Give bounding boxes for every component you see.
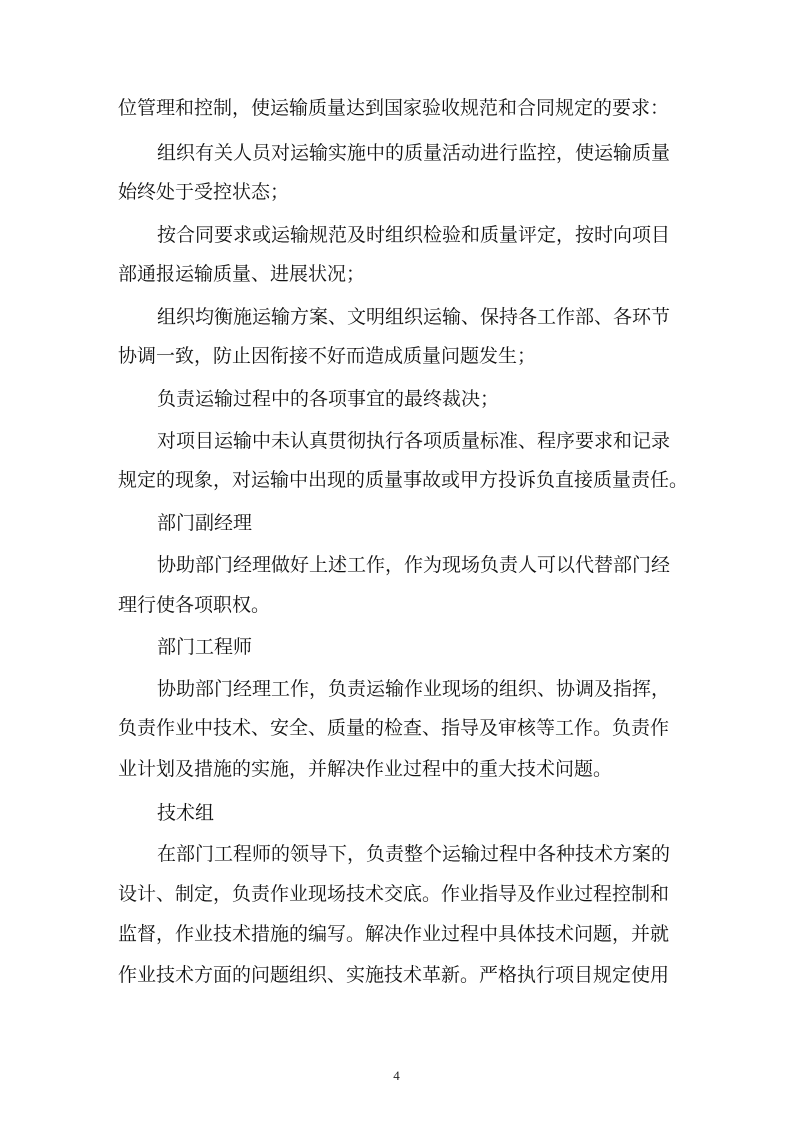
paragraph-line: 始终处于受控状态；: [118, 181, 290, 203]
paragraph-line: 组织均衡施运输方案、文明组织运输、保持各工作部、各环节: [157, 306, 671, 328]
paragraph-line: 协调一致，防止因衔接不好而造成质量问题发生；: [118, 345, 537, 367]
paragraph-line: 协助部门经理做好上述工作，作为现场负责人可以代替部门经: [157, 554, 671, 576]
page-number: 4: [393, 1068, 400, 1083]
paragraph-line: 业计划及措施的实施，并解决作业过程中的重大技术问题。: [118, 758, 613, 780]
section-heading: 部门工程师: [157, 636, 253, 658]
paragraph-line: 监督，作业技术措施的编写。解决作业过程中具体技术问题，并就: [118, 923, 670, 945]
paragraph-line: 负责运输过程中的各项事宜的最终裁决；: [157, 388, 500, 410]
paragraph-line: 部通报运输质量、进展状况；: [118, 263, 366, 285]
paragraph-line: 组织有关人员对运输实施中的质量活动进行监控，使运输质量: [157, 142, 671, 164]
paragraph-line: 作业技术方面的问题组织、实施技术革新。严格执行项目规定使用: [118, 964, 670, 986]
paragraph-line: 理行使各项职权。: [118, 594, 271, 616]
section-heading: 技术组: [157, 802, 215, 824]
paragraph-line: 位管理和控制，使运输质量达到国家验收规范和合同规定的要求：: [118, 97, 670, 119]
paragraph-line: 协助部门经理工作，负责运输作业现场的组织、协调及指挥，: [157, 678, 671, 700]
paragraph-line: 对项目运输中未认真贯彻执行各项质量标准、程序要求和记录: [157, 430, 671, 452]
paragraph-line: 规定的现象，对运输中出现的质量事故或甲方投诉负直接质量责任。: [118, 469, 689, 491]
paragraph-line: 在部门工程师的领导下，负责整个运输过程中各种技术方案的: [157, 843, 671, 865]
paragraph-line: 按合同要求或运输规范及时组织检验和质量评定，按时向项目: [157, 224, 671, 246]
section-heading: 部门副经理: [157, 512, 253, 534]
paragraph-line: 设计、制定，负责作业现场技术交底。作业指导及作业过程控制和: [118, 883, 670, 905]
paragraph-line: 负责作业中技术、安全、质量的检查、指导及审核等工作。负责作: [118, 717, 670, 739]
